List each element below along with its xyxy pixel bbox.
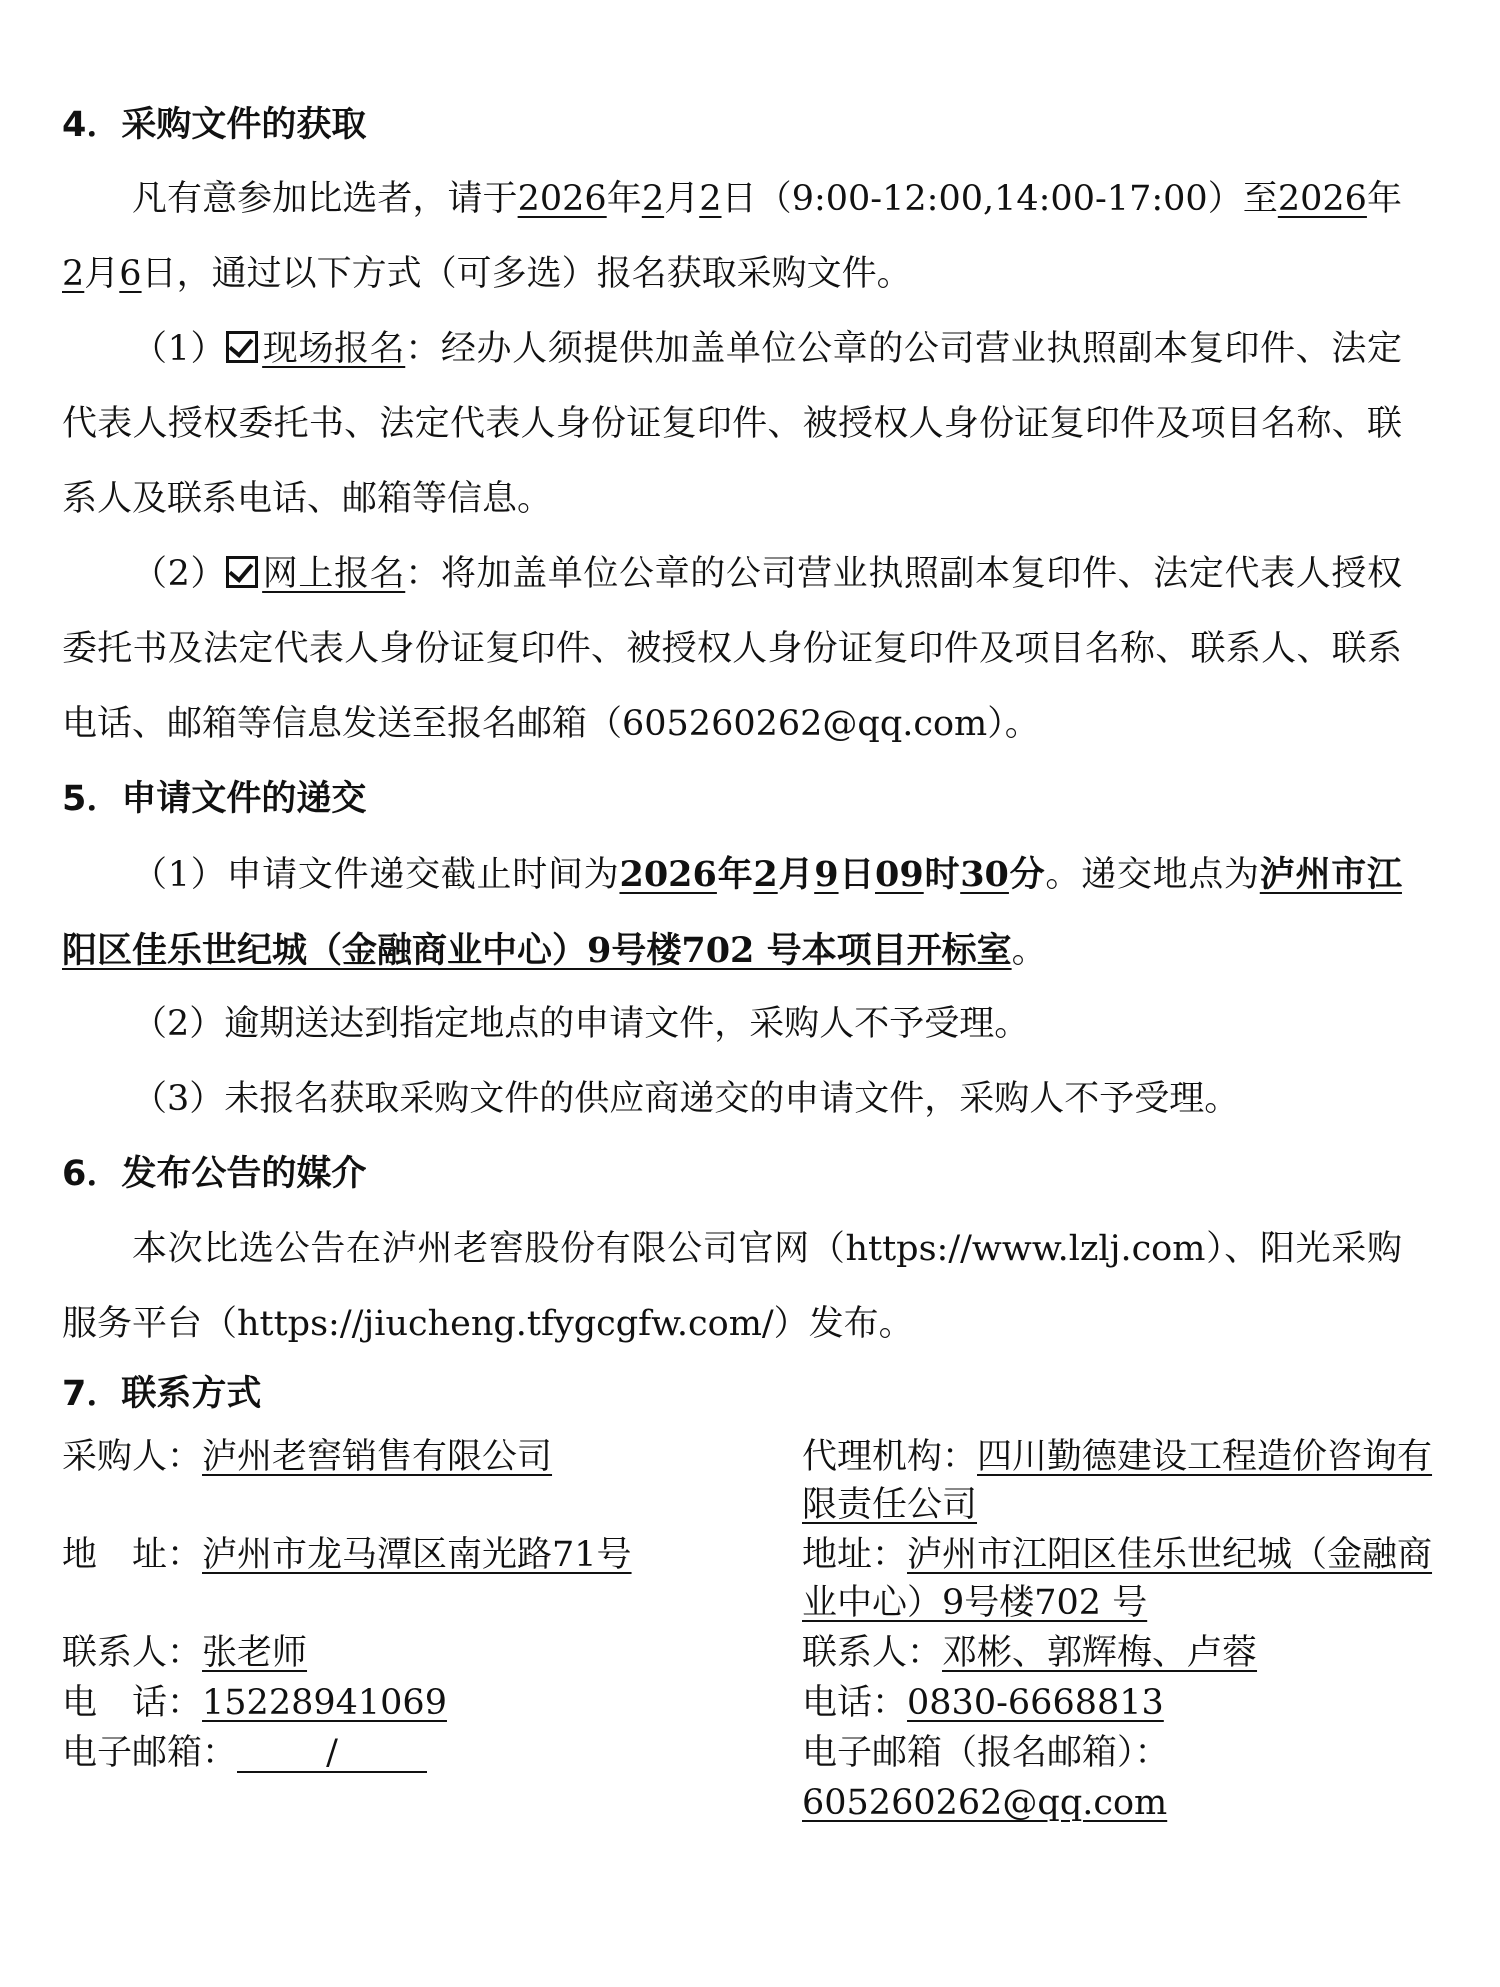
agency-contacts: 邓彬、郭辉梅、卢蓉 bbox=[942, 1633, 1258, 1673]
buyer-name: 泸州老窖销售有限公司 bbox=[202, 1437, 553, 1477]
online-registration-text: ：将加盖单位公章的公司营业执照副本复印件、法定代表人授权委托书及法定代表人身份证复印件、被授权人身份证复印件及项目名称、联系人、联系电话、邮箱等信息发送至报名邮箱（605260262@qq.com）。 bbox=[62, 554, 1402, 744]
end-day: 6 bbox=[119, 254, 142, 294]
start-year: 2026 bbox=[517, 179, 607, 219]
agency-name: 四川勤德建设工程造价咨询有限责任公司 bbox=[802, 1437, 1433, 1525]
phone-label: 电 话： bbox=[62, 1683, 203, 1723]
buyer-phone: 15228941069 bbox=[202, 1683, 447, 1723]
contact-label: 联系人： bbox=[802, 1633, 943, 1673]
buyer-address: 泸州市龙马潭区南光路71号 bbox=[202, 1535, 632, 1575]
address-label: 地 址： bbox=[62, 1535, 203, 1575]
day-char: 日 bbox=[721, 179, 757, 219]
agency-email-row bbox=[802, 1779, 1442, 1827]
buyer-address-row bbox=[62, 1531, 662, 1579]
month-char: 月 bbox=[664, 179, 700, 219]
deadline-text: （1）申请文件递交截止时间为 bbox=[132, 855, 620, 895]
year-char: 年 bbox=[1366, 179, 1402, 219]
agency-address: 泸州市江阳区佳乐世纪城（金融商业中心）9号楼702 号 bbox=[802, 1535, 1433, 1623]
buyer-row bbox=[62, 1433, 622, 1481]
agency-address-row bbox=[802, 1531, 1442, 1627]
start-month: 2 bbox=[641, 179, 665, 219]
year-char: 年 bbox=[606, 179, 642, 219]
buyer-contact: 张老师 bbox=[202, 1633, 308, 1673]
phone-label: 电话： bbox=[802, 1683, 908, 1723]
checked-box-icon bbox=[226, 556, 258, 588]
submission-location: 泸州市江阳区佳乐世纪城（金融商业中心）9号楼702 号本项目开标室 bbox=[62, 854, 1402, 971]
month-char: 月 bbox=[84, 254, 120, 294]
deadline-month: 2 bbox=[753, 854, 778, 895]
deadline-minute: 30 bbox=[960, 854, 1009, 895]
onsite-registration-text: ：经办人须提供加盖单位公章的公司营业执照副本复印件、法定代表人授权委托书、法定代表人身份证复印件、被授权人身份证复印件及项目名称、联系人及联系电话、邮箱等信息。 bbox=[62, 329, 1402, 519]
section-6-text: 本次比选公告在泸州老窖股份有限公司官网（https://www.lzlj.com）、阳光采购服务平台（https://jiucheng.tfygcgfw.com/）发布。 bbox=[62, 1229, 1402, 1344]
agency-contact-row bbox=[802, 1629, 1442, 1677]
intro-text: 凡有意参加比选者，请于 bbox=[132, 179, 518, 219]
item-number: （2） bbox=[132, 554, 227, 594]
onsite-registration-title: 现场报名 bbox=[262, 329, 406, 369]
year-char: 年 bbox=[716, 854, 754, 895]
location-intro-text: 。递交地点为 bbox=[1045, 855, 1260, 895]
day-char: 日 bbox=[838, 854, 876, 895]
start-day: 2 bbox=[699, 179, 722, 219]
deadline-hour: 09 bbox=[875, 854, 924, 895]
buyer-phone-row bbox=[62, 1679, 622, 1727]
section-5-item-3: （3）未报名获取采购文件的供应商递交的申请文件，采购人不予受理。 bbox=[132, 1079, 1240, 1119]
agency-phone: 0830-6668813 bbox=[907, 1683, 1164, 1723]
address-label: 地址： bbox=[802, 1535, 908, 1575]
day-char: 日 bbox=[141, 254, 177, 294]
registration-email-link[interactable]: 605260262@qq.com bbox=[802, 1783, 1168, 1823]
hours-text: （9:00-12:00,14:00-17:00）至 bbox=[756, 179, 1278, 219]
intro-post-text: ，通过以下方式（可多选）报名获取采购文件。 bbox=[176, 254, 912, 294]
section-5-item-1 bbox=[62, 837, 1402, 989]
buyer-contact-row bbox=[62, 1629, 622, 1677]
buyer-email-row bbox=[62, 1729, 622, 1777]
email-label: 电子邮箱： bbox=[62, 1733, 238, 1773]
agency-label: 代理机构： bbox=[802, 1437, 978, 1477]
deadline-day: 9 bbox=[814, 854, 839, 895]
section-4-intro bbox=[62, 162, 1402, 312]
end-year: 2026 bbox=[1277, 179, 1367, 219]
checked-box-icon bbox=[226, 331, 258, 363]
section-4-heading: 4．采购文件的获取 bbox=[62, 105, 367, 145]
hour-char: 时 bbox=[923, 854, 961, 895]
section-4-item-1 bbox=[62, 312, 1402, 537]
month-char: 月 bbox=[777, 854, 815, 895]
agency-email-label: 电子邮箱（报名邮箱）： bbox=[802, 1733, 1170, 1773]
section-5-item-2: （2）逾期送达到指定地点的申请文件，采购人不予受理。 bbox=[132, 1004, 1030, 1044]
online-registration-title: 网上报名 bbox=[262, 554, 406, 594]
section-5-heading: 5．申请文件的递交 bbox=[62, 779, 367, 819]
agency-phone-row bbox=[802, 1679, 1442, 1727]
contact-label: 联系人： bbox=[62, 1633, 203, 1673]
section-7-heading: 7．联系方式 bbox=[62, 1374, 262, 1414]
section-6-heading: 6．发布公告的媒介 bbox=[62, 1154, 367, 1194]
buyer-label: 采购人： bbox=[62, 1437, 203, 1477]
section-4-item-2 bbox=[62, 537, 1402, 762]
deadline-year: 2026 bbox=[619, 854, 717, 895]
buyer-email-blank: / bbox=[237, 1735, 427, 1773]
agency-row bbox=[802, 1433, 1442, 1529]
period: 。 bbox=[1011, 931, 1047, 971]
minute-char: 分 bbox=[1008, 854, 1046, 895]
end-month: 2 bbox=[62, 254, 85, 294]
item-number: （1） bbox=[132, 329, 227, 369]
